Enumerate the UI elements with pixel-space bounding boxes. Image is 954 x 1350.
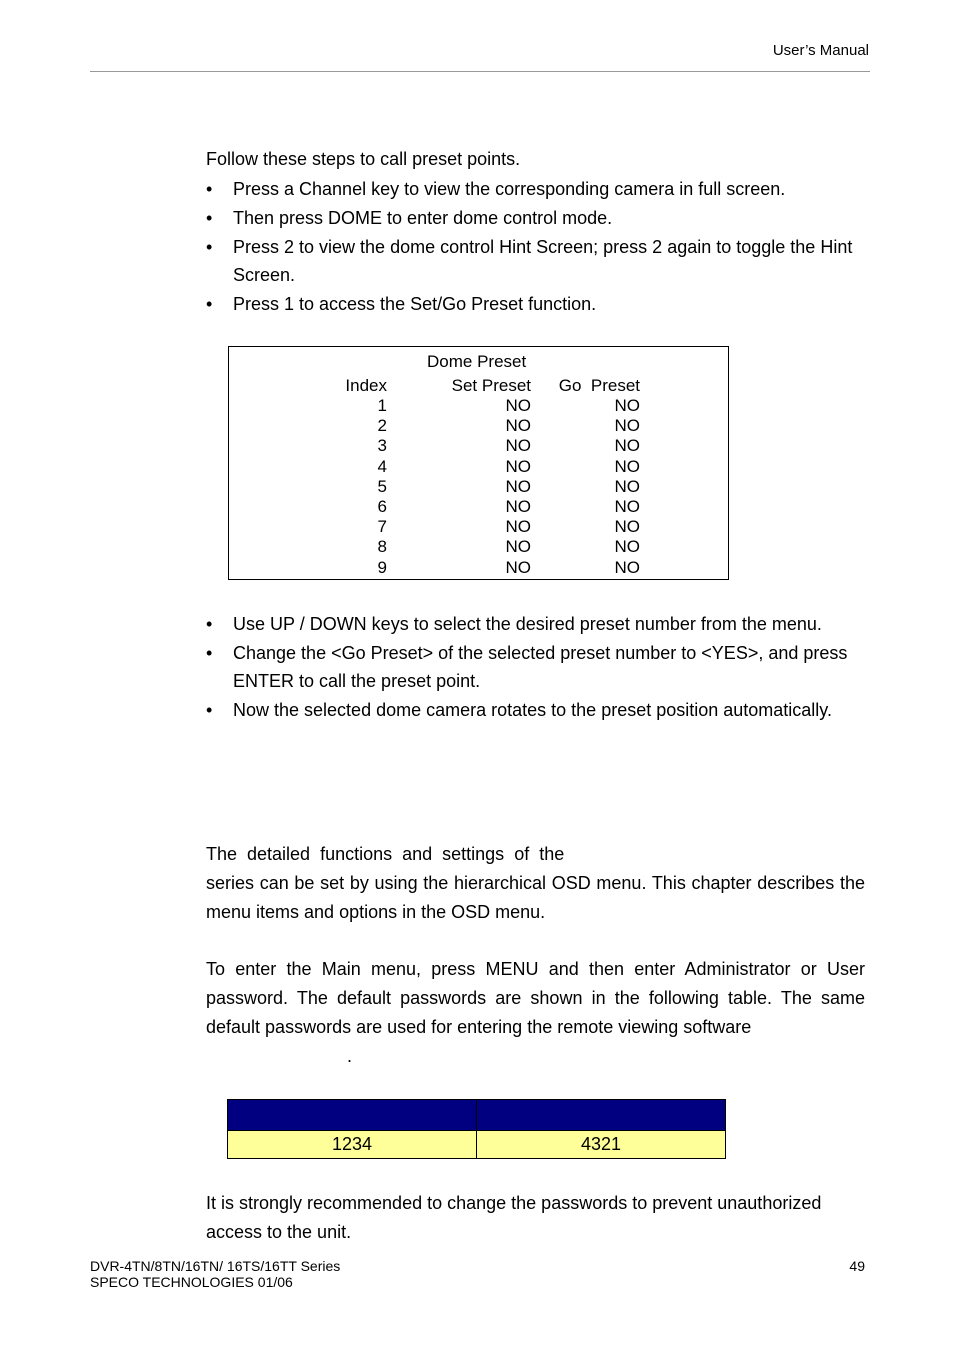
table-row[interactable] [229,517,728,537]
list-item: • Now the selected dome camera rotates to the preset position automatically. [206,696,871,724]
row-index: 6 [377,496,387,516]
footer-company: SPECO TECHNOLOGIES 01/06 [90,1274,293,1290]
paragraph-line: The detailed functions and settings of the [206,844,565,864]
running-header: User’s Manual [772,42,869,59]
row-set-preset: NO [505,416,531,436]
header-cell [228,1100,477,1131]
row-index: 4 [377,456,387,476]
list-item: • Change the <Go Preset> of the selected preset number to <YES>, and press ENTER to call the preset point. [206,639,871,695]
list-item: • Then press DOME to enter dome control mode. [206,204,871,232]
go-preset-header: Go Preset [558,376,640,395]
row-go-preset: NO [614,557,640,577]
row-set-preset: NO [505,396,531,415]
row-go-preset: NO [614,517,640,537]
set-preset-header: Set Preset [451,376,531,395]
row-set-preset: NO [505,557,531,577]
list-item: • Press a Channel key to view the corresponding camera in full screen. [206,175,871,203]
list-item: • Use UP / DOWN keys to select the desired preset number from the menu. [206,610,871,638]
row-set-preset: NO [505,517,531,537]
row-index: 7 [377,517,387,537]
row-go-preset: NO [614,436,640,456]
table-row[interactable] [229,396,728,416]
intro-text: Follow these steps to call preset points. [206,149,521,169]
row-go-preset: NO [614,416,640,436]
password-table-row [228,1131,726,1159]
row-set-preset: NO [505,436,531,456]
header-cell [477,1100,726,1131]
row-go-preset: NO [614,396,640,415]
table-row[interactable] [229,558,728,578]
paragraph-end: . [347,1046,353,1066]
steps-list-before [206,175,871,319]
table-row[interactable] [229,537,728,557]
user-password-cell: 4321 [477,1131,726,1159]
preset-table-header [229,376,728,398]
table-row[interactable] [229,477,728,497]
password-paragraph [206,955,865,1071]
row-set-preset: NO [505,476,531,496]
row-index: 5 [377,476,387,496]
table-row[interactable] [229,436,728,456]
table-row[interactable] [229,497,728,517]
recommendation-paragraph [206,1189,871,1247]
row-go-preset: NO [614,537,640,557]
footer-left [90,1258,340,1290]
password-table-header [228,1100,726,1131]
row-set-preset: NO [505,496,531,516]
paragraph-text: To enter the Main menu, press MENU and then enter Administrator or User password. The default passwords are shown in the following table. The same default passwords are used for entering the remote viewing software [206,959,865,1037]
row-index: 9 [377,557,387,577]
footer-series: DVR-4TN/8TN/16TN/ 16TS/16TT Series [90,1258,341,1274]
row-go-preset: NO [614,476,640,496]
password-table [227,1099,726,1159]
index-header: Index [345,376,387,395]
dome-preset-table [228,346,729,580]
list-item: • Press 2 to view the dome control Hint Screen; press 2 again to toggle the Hint Screen. [206,233,871,289]
row-go-preset: NO [614,496,640,516]
table-row[interactable] [229,457,728,477]
preset-table-title: Dome Preset [427,352,527,371]
header-divider [90,71,870,72]
page-number: 49 [849,1258,865,1274]
table-row[interactable] [229,416,728,436]
paragraph-text: It is strongly recommended to change the passwords to prevent unauthorized access to the unit. [206,1193,822,1242]
row-go-preset: NO [614,456,640,476]
list-item: • Press 1 to access the Set/Go Preset function. [206,290,871,318]
row-index: 8 [377,537,387,557]
row-index: 3 [377,436,387,456]
admin-password-cell: 1234 [228,1131,477,1159]
row-set-preset: NO [505,456,531,476]
paragraph-text: series can be set by using the hierarchical OSD menu. This chapter describes the menu items and options in the OSD menu. [206,873,865,922]
row-index: 2 [377,416,387,436]
steps-list-after [206,610,871,725]
osd-intro-paragraph [206,840,865,927]
row-index: 1 [377,396,387,415]
preset-rows [229,396,728,578]
row-set-preset: NO [505,537,531,557]
